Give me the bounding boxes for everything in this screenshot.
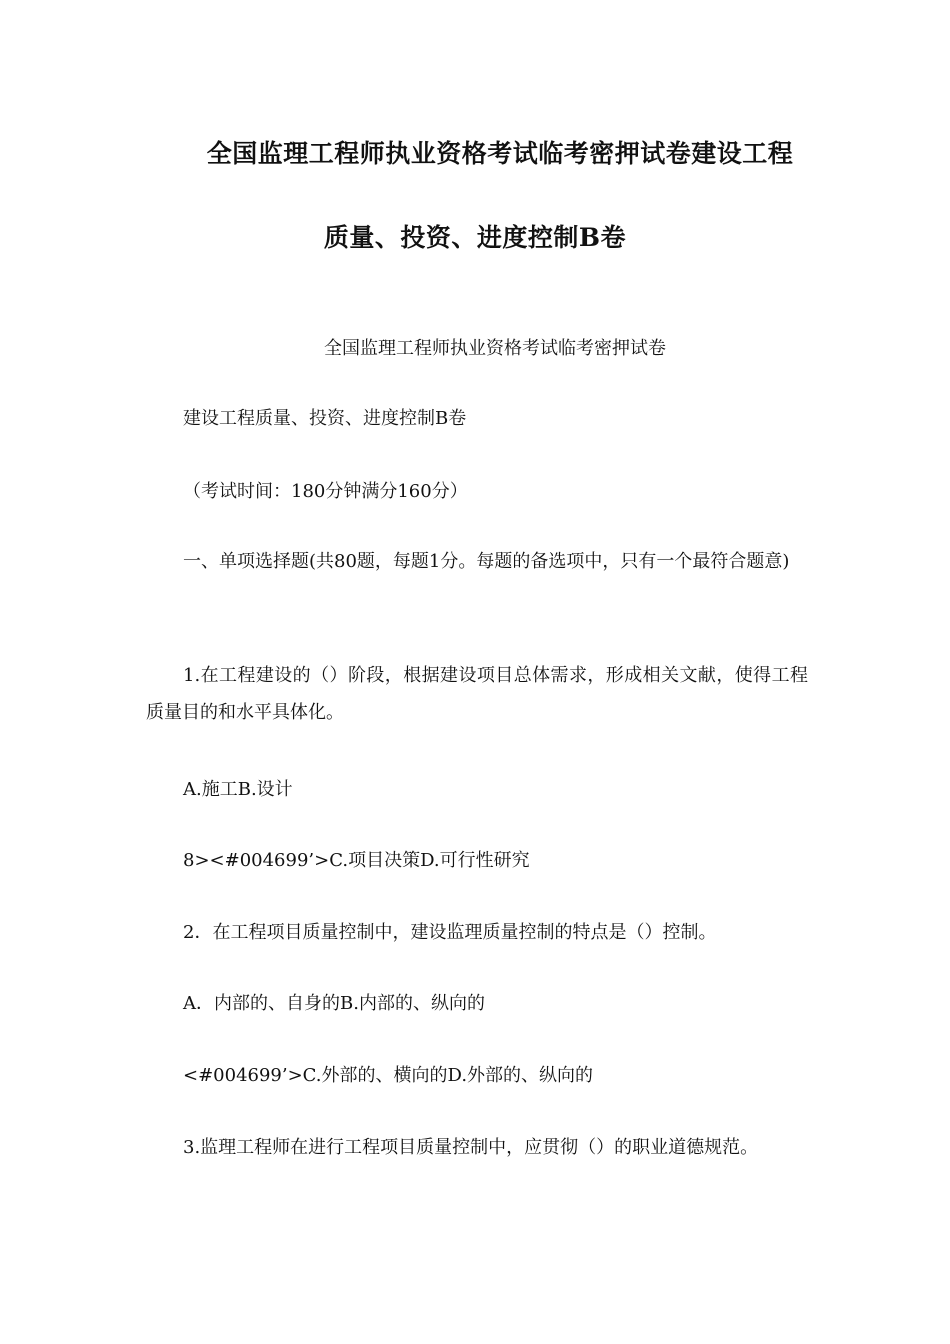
question-2-options-ab: A．内部的、自身的B.内部的、纵向的 (183, 993, 485, 1014)
question-1-options-ab: A.施工B.设计 (183, 779, 293, 800)
document-title-line-2: 质量、投资、进度控制B卷 (323, 223, 627, 252)
section-heading-single-choice: 一、单项选择题(共80题，每题1分。每题的备选项中，只有一个最符合题意) (183, 551, 790, 572)
document-subtitle-2: 建设工程质量、投资、进度控制B卷 (183, 408, 467, 429)
exam-time-note: （考试时间：180分钟满分160分） (183, 481, 468, 502)
question-1-options-cd: 8><#004699’>C.项目决策D.可行性研究 (183, 850, 530, 871)
document-subtitle: 全国监理工程师执业资格考试临考密押试卷 (324, 338, 666, 359)
question-2-options-cd: <#004699’>C.外部的、横向的D.外部的、纵向的 (183, 1065, 594, 1086)
question-1: 1.在工程建设的（）阶段，根据建设项目总体需求，形成相关文献，使得工程质量目的和水平具体化。 (146, 665, 808, 723)
document-title-line-1: 全国监理工程师执业资格考试临考密押试卷建设工程 (206, 139, 794, 168)
question-2: 2．在工程项目质量控制中，建设监理质量控制的特点是（）控制。 (183, 922, 717, 943)
question-3: 3.监理工程师在进行工程项目质量控制中，应贯彻（）的职业道德规范。 (183, 1137, 759, 1158)
